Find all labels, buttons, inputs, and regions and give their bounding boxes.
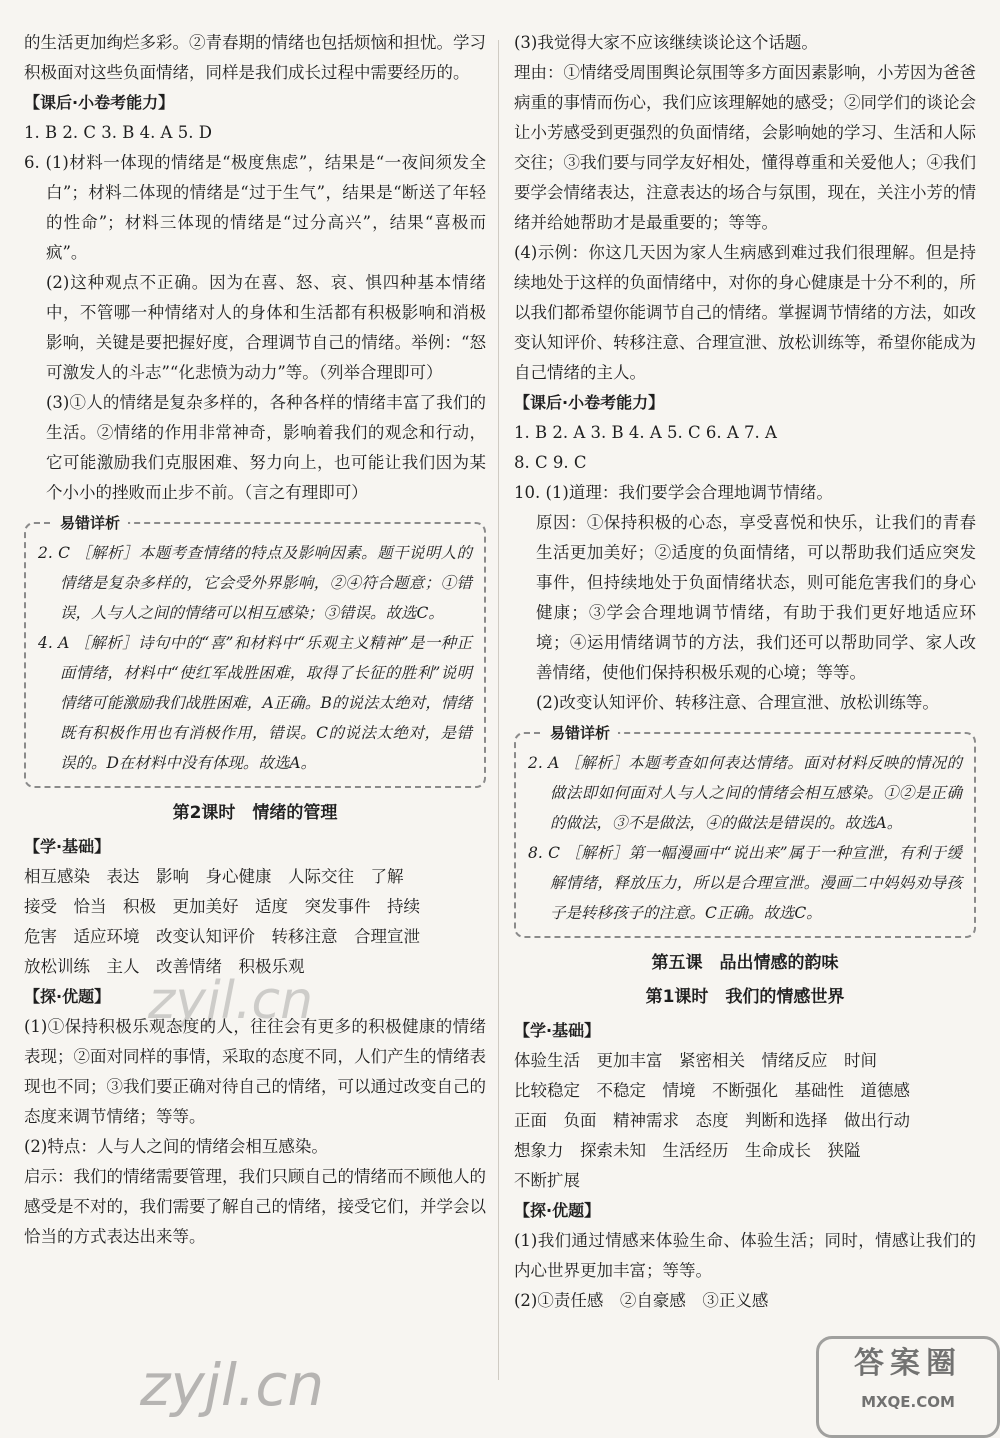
q3-answer: (3)我觉得大家不应该继续谈论这个话题。 — [514, 33, 818, 52]
q10-reason: 原因：①保持积极的心态，享受喜悦和快乐，让我们的青春生活更加美好；②适度的负面情绪，可以帮助我们适应突发事件，但持续地处于负面情绪状态，则可能危害我们的身心健康；③学会合理地调节情绪，有助于我们更好地适应环境；④运用情绪调节的方法，我们还可以帮助同学、家人改善情绪，使他们保持积极乐观的心境；等等。 — [536, 513, 976, 682]
error-analysis-title: 易错详析 — [52, 510, 128, 536]
watermark: zyjl.cn — [148, 971, 314, 1031]
choice-answers: 8. C 9. C — [514, 453, 587, 472]
stamp-text: 答案圈 — [854, 1346, 962, 1381]
term-line: 想象力 探索未知 生活经历 生命成长 狭隘 — [514, 1141, 861, 1160]
q4-answer: (4)示例：你这几天因为家人生病感到难过我们很理解。但是持续地处于这样的负面情绪中，对你的身心健康是十分不利的，所以我们都希望你能调节自己的情绪。掌握调节情绪的方法，如改变认知评价、转移注意、合理宣泄、放松训练等，希望你能成为自己情绪的主人。 — [514, 243, 976, 382]
site-stamp-logo — [816, 1336, 1000, 1438]
term-line: 比较稳定 不稳定 情境 不断强化 基础性 道德感 — [514, 1081, 910, 1100]
left-column — [24, 28, 486, 1252]
error-analysis-title: 易错详析 — [542, 720, 618, 746]
error-analysis-box — [514, 724, 976, 938]
error-analysis-item: 2. A ［解析］本题考查如何表达情绪。面对材料反映的情况的做法即如何面对人与人之间的情绪会相互感染。①②是正确的做法，③不是做法，④的做法是错误的。故选A。 — [528, 754, 962, 832]
term-line: 正面 负面 精神需求 态度 判断和选择 做出行动 — [514, 1111, 910, 1130]
term-line: 危害 适应环境 改变认知评价 转移注意 合理宣泄 — [24, 927, 420, 946]
term-line: 体验生活 更加丰富 紧密相关 情绪反应 时间 — [514, 1051, 877, 1070]
term-line: 放松训练 主人 改善情绪 积极乐观 — [24, 957, 305, 976]
section-heading-afterclass: 【课后·小卷考能力】 — [514, 393, 665, 412]
explore-answer: (2)①责任感 ②自豪感 ③正义感 — [514, 1291, 769, 1310]
term-line: 接受 恰当 积极 更加美好 适度 突发事件 持续 — [24, 897, 420, 916]
section-heading-learn: 【学·基础】 — [24, 837, 111, 856]
error-analysis-item: 8. C ［解析］第一幅漫画中“说出来”属于一种宣泄，有利于缓解情绪，释放压力，所以是合理宣泄。漫画二中妈妈劝导孩子是转移孩子的注意。C正确。故选C。 — [528, 844, 962, 922]
error-analysis-item: 4. A ［解析］诗句中的“喜”和材料中“乐观主义精神”是一种正面情绪，材料中“使红军战胜困难，取得了长征的胜利”说明情绪可能激励我们战胜困难，A正确。B的说法太绝对，情绪既有积极作用也有消极作用，错误。C的说法太绝对，是错误的。D在材料中没有体现。故选A。 — [38, 634, 472, 772]
lesson-title: 第2课时 情绪的管理 — [172, 803, 338, 823]
section-heading-explore: 【探·优题】 — [24, 987, 111, 1006]
choice-answers: 1. B 2. C 3. B 4. A 5. D — [24, 123, 212, 142]
explore-answer: (1)①保持积极乐观态度的人，往往会有更多的积极健康的情绪表现；②面对同样的事情，采取的态度不同，人们产生的情绪表现也不同；③我们要正确对待自己的情绪，可以通过改变自己的态度来调节情绪；等等。 — [24, 1017, 486, 1126]
right-column — [514, 28, 976, 1316]
stamp-url: MXQE.COM — [861, 1393, 955, 1411]
explore-answer: (1)我们通过情感来体验生命、体验生活；同时，情感让我们的内心世界更加丰富；等等。 — [514, 1231, 976, 1280]
section-heading-learn: 【学·基础】 — [514, 1021, 601, 1040]
q10-part1: 10. (1)道理：我们要学会合理地调节情绪。 — [514, 483, 833, 502]
term-line: 相互感染 表达 影响 身心健康 人际交往 了解 — [24, 867, 404, 886]
section-heading-afterclass: 【课后·小卷考能力】 — [24, 93, 175, 112]
choice-answers: 1. B 2. A 3. B 4. A 5. C 6. A 7. A — [514, 423, 777, 442]
intro-paragraph: 的生活更加绚烂多彩。②青春期的情绪也包括烦恼和担忧。学习积极面对这些负面情绪，同样是我们成长过程中需要经历的。 — [24, 33, 486, 82]
explore-answer: (2)特点：人与人之间的情绪会相互感染。 — [24, 1137, 328, 1156]
lesson-title: 第1课时 我们的情感世界 — [645, 987, 845, 1007]
q10-part2: (2)改变认知评价、转移注意、合理宣泄、放松训练等。 — [536, 693, 939, 712]
q6-part3: (3)①人的情绪是复杂多样的，各种各样的情绪丰富了我们的生活。②情绪的作用非常神奇，影响着我们的观念和行动，它可能激励我们克服困难、努力向上，也可能让我们因为某个小小的挫败而止步不前。（言之有理即可） — [46, 393, 486, 502]
term-line: 不断扩展 — [514, 1171, 580, 1190]
unit-title: 第五课 品出情感的韵味 — [651, 953, 839, 973]
error-analysis-item: 2. C ［解析］本题考查情绪的特点及影响因素。题干说明人的情绪是复杂多样的，它会受外界影响，②④符合题意；①错误，人与人之间的情绪可以相互感染；③错误。故选C。 — [38, 544, 472, 622]
q3-reason: 理由：①情绪受周围舆论氛围等多方面因素影响，小芳因为爸爸病重的事情而伤心，我们应该理解她的感受；②同学们的谈论会让小芳感受到更强烈的负面情绪，会影响她的学习、生活和人际交往；③我们要与同学友好相处，懂得尊重和关爱他人；④我们要学会情绪表达，注意表达的场合与氛围，现在，关注小芳的情绪并给她帮助才是最重要的；等等。 — [514, 63, 976, 232]
watermark: zyjl.cn — [140, 1351, 325, 1419]
q6-part2: (2)这种观点不正确。因为在喜、怒、哀、惧四种基本情绪中，不管哪一种情绪对人的身体和生活都有积极影响和消极影响，关键是要把握好度，合理调节自己的情绪。举例：“怒可激发人的斗志”“化悲愤为动力”等。（列举合理即可） — [46, 273, 486, 382]
section-heading-explore: 【探·优题】 — [514, 1201, 601, 1220]
q6-part1: 6. (1)材料一体现的情绪是“极度焦虑”，结果是“一夜间须发全白”；材料二体现的情绪是“过于生气”，结果是“断送了年轻的性命”；材料三体现的情绪是“过分高兴”，结果“喜极而疯”。 — [24, 153, 486, 262]
explore-answer: 启示：我们的情绪需要管理，我们只顾自己的情绪而不顾他人的感受是不对的，我们需要了解自己的情绪，接受它们，并学会以恰当的方式表达出来等。 — [24, 1167, 486, 1246]
error-analysis-box — [24, 514, 486, 788]
column-divider — [498, 40, 499, 1380]
